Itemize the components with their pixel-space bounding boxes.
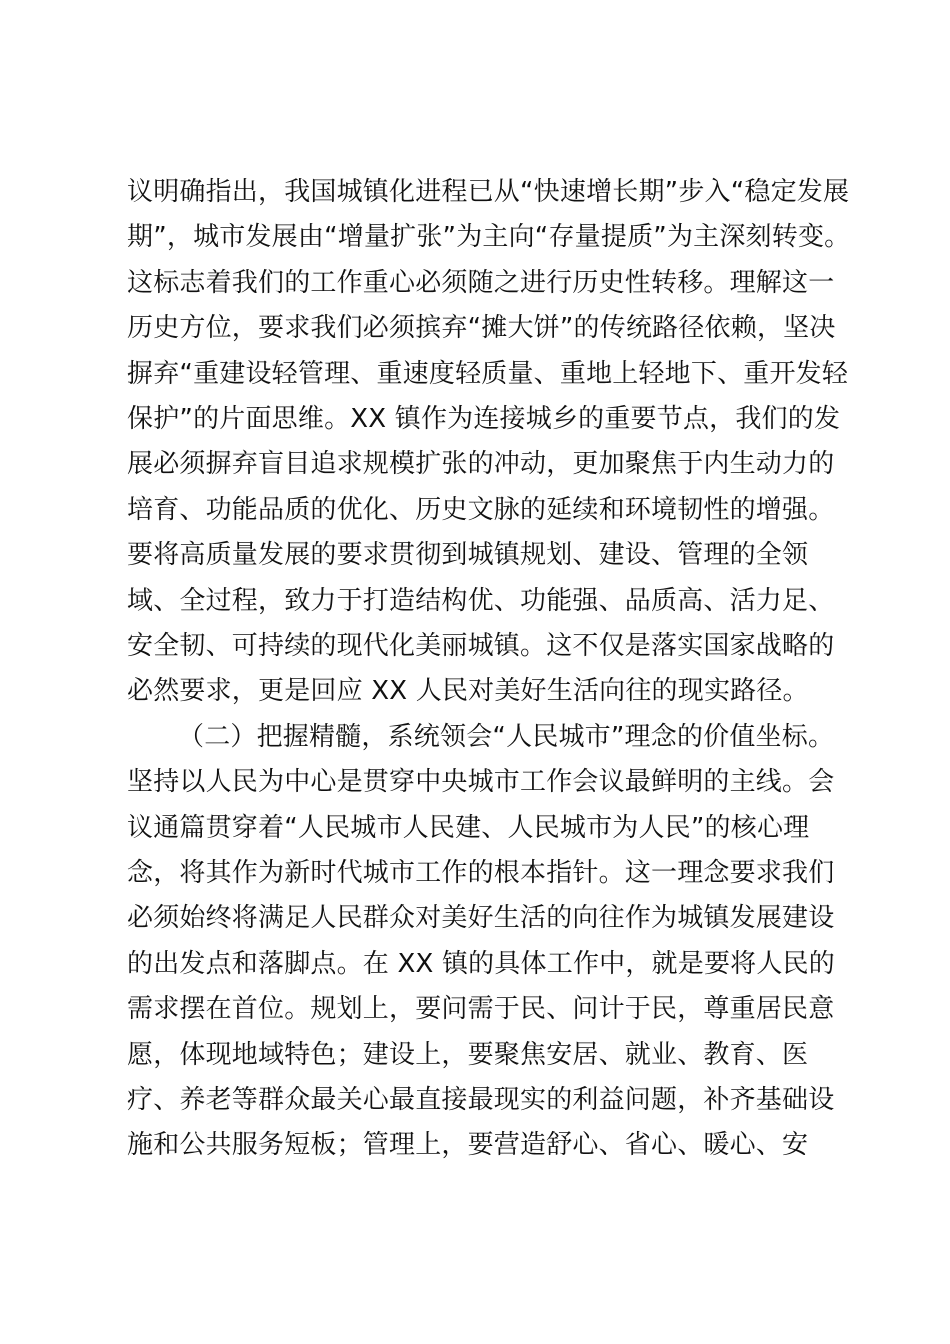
text-line: 的出发点和落脚点。在 XX 镇的具体工作中，就是要将人民的: [127, 949, 835, 979]
section-heading: （二）把握精髓，系统领会“人民城市”理念的价值坐标。: [178, 722, 835, 752]
text-line: 安全韧、可持续的现代化美丽城镇。这不仅是落实国家战略的: [127, 631, 835, 661]
text-line: 施和公共服务短板；管理上，要营造舒心、省心、暖心、安: [127, 1130, 809, 1160]
text-line: 必然要求，更是回应 XX 人民对美好生活向往的现实路径。: [127, 676, 809, 706]
text-line: 展必须摒弃盲目追求规模扩张的冲动，更加聚焦于内生动力的: [127, 449, 835, 479]
text-line: 域、全过程，致力于打造结构优、功能强、品质高、活力足、: [127, 586, 835, 616]
text-line: 这标志着我们的工作重心必须随之进行历史性转移。理解这一: [127, 268, 835, 298]
text-line: 坚持以人民为中心是贯穿中央城市工作会议最鲜明的主线。会: [127, 767, 835, 797]
text-line: 愿，体现地域特色；建设上，要聚焦安居、就业、教育、医: [127, 1040, 809, 1070]
text-line: 期”，城市发展由“增量扩张”为主向“存量提质”为主深刻转变。: [127, 222, 851, 252]
text-line: 疗、养老等群众最关心最直接最现实的利益问题，补齐基础设: [127, 1085, 835, 1115]
text-line: 摒弃“重建设轻管理、重速度轻质量、重地上轻地下、重开发轻: [127, 359, 849, 389]
text-line: 要将高质量发展的要求贯彻到城镇规划、建设、管理的全领: [127, 540, 809, 570]
text-line: 保护”的片面思维。XX 镇作为连接城乡的重要节点，我们的发: [127, 404, 841, 434]
text-line: 必须始终将满足人民群众对美好生活的向往作为城镇发展建设: [127, 903, 835, 933]
text-line: 培育、功能品质的优化、历史文脉的延续和环境韧性的增强。: [127, 495, 835, 525]
text-line: 念，将其作为新时代城市工作的根本指针。这一理念要求我们: [127, 858, 835, 888]
text-line: 需求摆在首位。规划上，要问需于民、问计于民，尊重居民意: [127, 994, 835, 1024]
text-line: 议明确指出，我国城镇化进程已从“快速增长期”步入“稳定发展: [127, 177, 850, 207]
text-line: 议通篇贯穿着“人民城市人民建、人民城市为人民”的核心理: [127, 813, 810, 843]
text-line: 历史方位，要求我们必须摈弃“摊大饼”的传统路径依赖，坚决: [127, 313, 836, 343]
